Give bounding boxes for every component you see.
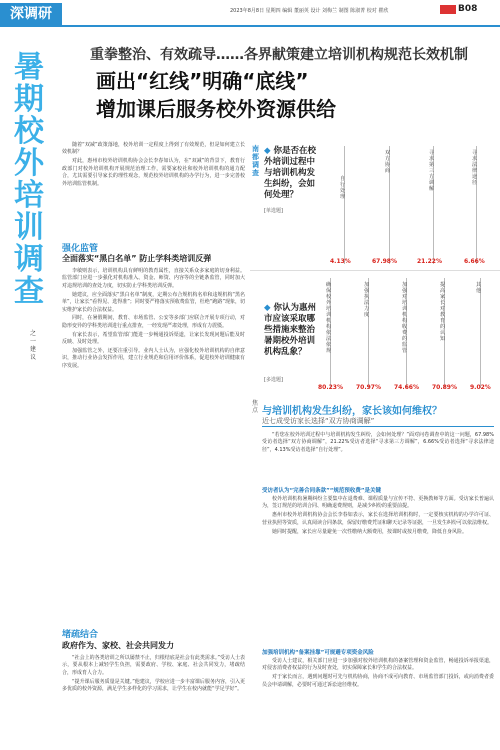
question-icon: ◆ [264, 146, 271, 156]
survey-separator [250, 270, 500, 271]
section-2-subheading: 政府作为、家校、社会共同发力 [62, 641, 174, 650]
article-rule [262, 426, 494, 427]
paragraph: 对于家长而言，遇到问题时可先与机构协商，协商不成可向教育、市场监管部门投诉，或向消费者委员会申请调解，必要时可通过诉讼途径维权。 [262, 674, 494, 688]
section-1-body [62, 268, 245, 372]
kicker: 重拳整治、有效疏导……各界献策建立培训机构规范长效机制 [90, 47, 468, 63]
q2-option-label: 加强对培训机构收费的监管 [402, 282, 408, 354]
section-1-heading: 强化监管 [62, 244, 99, 254]
column-tag: 深调研 [0, 3, 62, 25]
q2-option-label: 提高家长对教育的认知 [440, 282, 446, 342]
lead-paragraph: 随着“双减”政策落地，校外培训一定程度上得到了有效规范，但是如何建立长效机制？ [62, 142, 245, 156]
header-rule [0, 25, 500, 27]
q2-option-label: 加强执法力度 [364, 282, 370, 318]
q1-option-percent: 4.13% [330, 258, 351, 265]
header-info: 2023年8月8日 星期四 编辑 董丽英 设计 刘梅兰 制图 陈淑菁 校对 瞿欣 [230, 8, 389, 14]
survey-label: 南都调查 [252, 145, 259, 177]
paragraph: “社会上的各类培训之所以屡禁不止，归根结底是社会有此类需求。”受访人士表示，要从根本上减轻学生负担，需要政府、学校、家庭、社会共同发力，堵疏结合，形成育人合力。 [62, 655, 245, 676]
headline-line-2: 增加课后服务校外资源供给 [96, 97, 336, 121]
focus-label: 焦点 [252, 400, 259, 414]
article-subhead-1: 受访者认为“完善合同条款”“规范预收费”是关键 [262, 488, 381, 494]
article-body-2 [262, 658, 494, 691]
article-body-1 [262, 496, 494, 538]
paragraph: 校外培训机构暑期纠纷主要集中在退费难、课程质量与宣传不符、更换教师等方面。受访家长普遍认为，签订规范的培训合同、明确退费规则，是减少纠纷的重要前提。 [262, 496, 494, 510]
section-2-body [62, 655, 245, 695]
q1-option-percent: 67.98% [372, 258, 397, 265]
q1-option-label: 寻求第三方调解 [429, 150, 435, 192]
headline-line-1: 画出“红线”明确“底线” [96, 69, 309, 93]
page-number: B08 [458, 4, 478, 14]
paragraph: “若您在校外培训过程中与培训机构发生纠纷，会如何处理？”面对问卷调查中的这一问题，67.98%受访者选择“双方协商调解”，21.22%受访者选择“寻求第三方调解”，6.66%受访者选择“寻求法律途径”，4.13%受访者选择“自行处理”。 [262, 432, 494, 453]
question-text: 你认为惠州市应该采取哪些措施来整治暑期校外培训机构乱象？ [264, 303, 317, 357]
q2-option-percent: 70.97% [356, 384, 381, 391]
article-title: 与培训机构发生纠纷，家长该如何维权？ [262, 406, 442, 417]
q1-option-label: 寻求法律途径 [472, 150, 478, 186]
paragraph: 她建议，应全面落实“黑白名单”制度，定期公布合规机构名单和违规机构“黑名单”，让家长“看得见、选得准”；同时要严格落实预收费监管，杜绝“跑路”现象，切实维护家长的合法权益。 [62, 291, 245, 313]
article-lead [262, 432, 494, 456]
header-badge [440, 5, 456, 14]
q2-option-label: 确保校外培训机构依法依规 [326, 282, 332, 354]
q2-option-percent: 80.23% [318, 384, 343, 391]
article-subtitle: 近七成受访家长选择“双方协商调解” [262, 417, 375, 425]
divider [344, 146, 345, 264]
paragraph: 有家长表示，希望监管部门能进一步畅通投诉渠道，让家长发现问题后能及时反映、及时处理。 [62, 331, 245, 346]
q2-option-percent: 74.66% [394, 384, 419, 391]
section-1-subheading: 全面落实“黑白名单” 防止学科类培训反弹 [62, 254, 212, 263]
paragraph: “提升课后服务质量是关键。”他建议，学校应进一步丰富课后服务内容，引入更多优质的校外资源，满足学生多样化的学习需求，让学生在校内就能“学足学好”。 [62, 678, 245, 693]
paragraph: 加强监管之外，还要注重引导。业内人士认为，应强化校外培训机构的自律意识，推动行业协会发挥作用，建立行业规范和信用评价体系，促进校外培训健康有序发展。 [62, 348, 245, 369]
paragraph: 同时，在暑假期间，教育、市场监管、公安等多部门应联合开展专项行动，对隐形变异的学科类培训进行重点排查，一经发现严肃处理，形成有力震慑。 [62, 315, 245, 329]
q2-option-percent: 70.89% [432, 384, 457, 391]
q1-option-label: 自行处理 [340, 176, 346, 200]
lead-text [62, 142, 245, 189]
survey-question-2 [264, 303, 322, 358]
q1-option-percent: 6.66% [464, 258, 485, 265]
series-sub: 之一 建议 [30, 330, 37, 361]
divider [480, 278, 481, 388]
question-type-tag: [单选题] [264, 208, 283, 214]
paragraph: 李敏则表示，培训机构具有鲜明的教育属性，直接关系众多家庭的切身利益。监管部门应进一步强化对机构准入、资金、师资、内容等的全链条监管，同时加大对违规培训的查处力度，切实防止学科类培训反弹。 [62, 268, 245, 289]
survey-question-1 [264, 146, 322, 201]
section-2-heading: 堵疏结合 [62, 630, 99, 640]
q1-option-percent: 21.22% [417, 258, 442, 265]
question-text: 你是否在校外培训过程中与培训机构发生纠纷，会如何处理？ [264, 146, 317, 200]
question-icon: ◆ [264, 303, 271, 313]
paragraph: 受访人士建议，相关部门应进一步加强对校外培训机构的备案管理和资金监管，畅通投诉举报渠道，对侵害消费者权益的行为及时查处，切实保障家长和学生的合法权益。 [262, 658, 494, 672]
q1-option-label: 双方协商 [385, 150, 391, 174]
q2-option-label: 其他 [476, 282, 482, 294]
series-title: 暑期校外培训调查 [14, 50, 44, 309]
paragraph: 她同时提醒，家长应尽量避免一次性缴纳大额费用，按课时或按月缴费，降低自身风险。 [272, 528, 468, 535]
article-subhead-2: 加强培训机构“备案挂靠”可规避专项资金风险 [262, 650, 374, 656]
question-type-tag: [多选题] [264, 377, 283, 383]
q2-option-percent: 9.02% [470, 384, 491, 391]
lead-paragraph: 对此，惠州市校外培训机构协会会长李春如认为，在“双减”的背景下，教育行政部门对校外培训机构开展规范治理工作，需要家校社和校外培训机构的通力配合，尤其需要引导家长的理性观念，规范校外培训机构的办学行为，进一步完善校外培训监管机制。 [62, 158, 245, 187]
paragraph: 惠州市校外培训机构协会会长李春如表示，家长在选择培训机构时，一定要核实机构的办学许可证、营业执照等资质，认真阅读合同条款，保留好缴费凭证和聊天记录等证据，一旦发生纠纷可以依法维权。 [262, 512, 494, 526]
